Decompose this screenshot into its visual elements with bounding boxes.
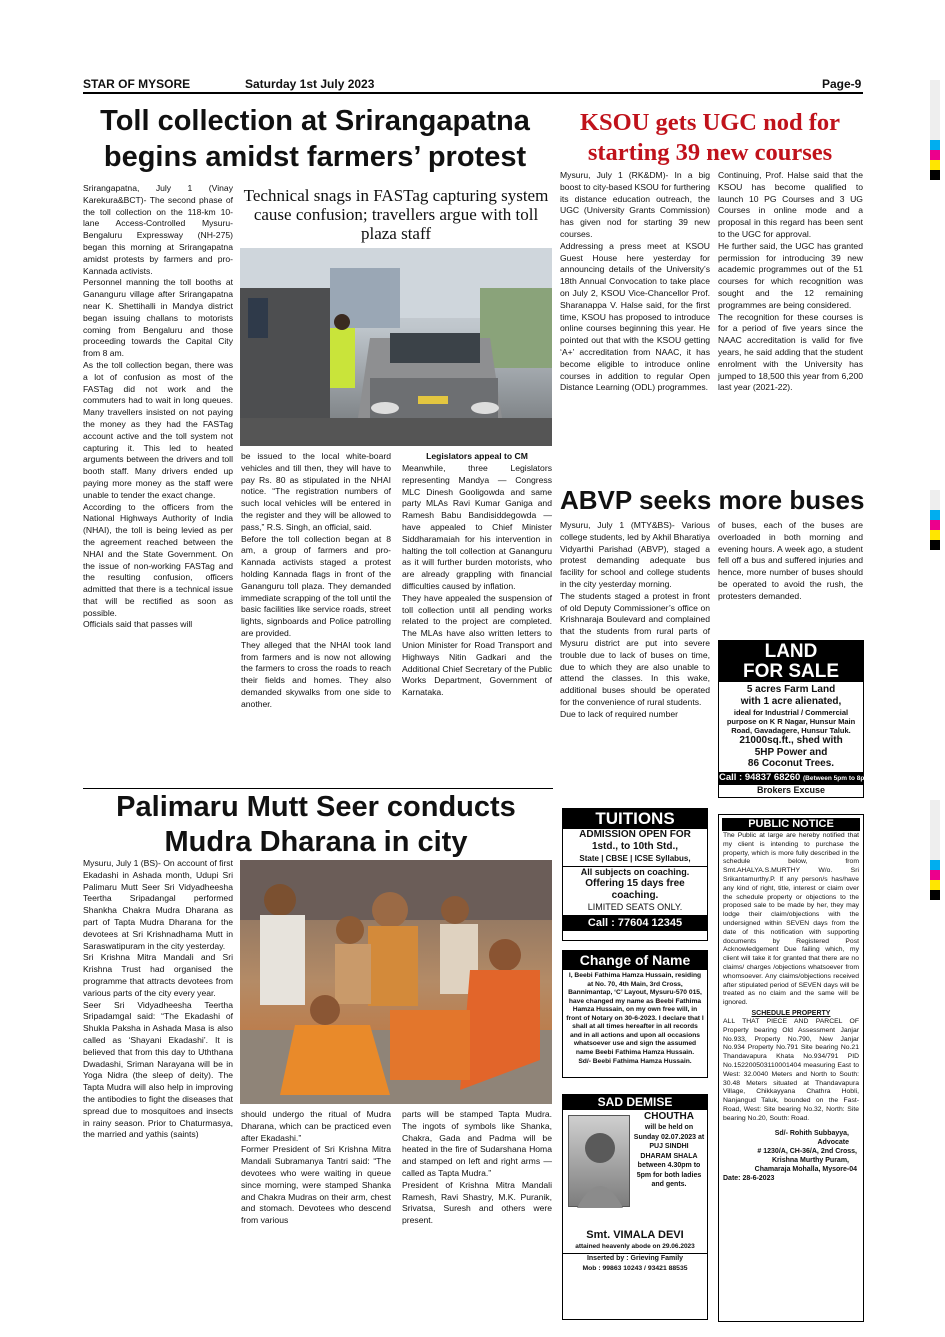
abvp-col1: Mysuru, July 1 (MTY&BS)- Various college students, led by Akhil Bharatiya Vidyarthi Parishad (ABVP), staged a protest demanding adequate bus facility for school and college students in the city yesterday morning. The students staged a protest in front of old Deputy Commissioner’s office on Krishnaraja Boulevard and complained that the students from rural parts of Mysuru district are put into severe trouble due to lack of buses on time, due to which they are also unable to attend the classes. In this wake, additional buses should be operated for the convenience of rural students. Due to lack of required number (560, 520, 710, 719)
land-for-sale-ad (718, 640, 873, 798)
seer-col1: Mysuru, July 1 (BS)- On account of first Ekadashi in Ashada month, Udupi Sri Palimaru Mutt Seer Sri Vidyadheesha Teertha Sripadangal performed Shankha Chakra Mudra Dharana as part of Tapta Mudra Dharana for the devotees at Sri Krishnadhama Mutt in Saraswatipuram in the city yesterday. Sri Krishna Mitra Mandali and Sri Krishna Trust had organised the programme that attracts devotees from various parts of the city every year. Seer Sri Vidyadheesha Teertha Sripadamgal said: “The Ekadashi of Shukla Paksha in Ashada Masa is also called as ‘Shayani Ekadashi’. It is believed that from this day to Uththana Dwadashi, Sriman Narayana will be in Yoga Nidra (the sleep of deity). The Tapta Mudra will also help in improving the antibodies to fight the diseases that spread due to mosquitoes and insects in rainy season. Prior to Chaturmasya, the married and yathis (saints) (83, 858, 233, 1140)
issue-date: Saturday 1st July 2023 (245, 77, 375, 91)
toll-col3-head: Legislators appeal to CM (426, 451, 528, 461)
deceased-name: Smt. VIMALA DEVI (586, 1229, 684, 1241)
toll-col1: Srirangapatna, July 1 (Vinay Karekura&BCT)- The second phase of the toll collection on the 118-km 10-lane Access-Controlled Mysuru-Bengaluru Expressway (NH-275) began this morning at Srirangapatna amidst protests by farmers and pro-Kannada activists. Personnel manning the toll booths at Gananguru village after Srirangapatna near K. Shettihalli in Mandya district began issuing challans to motorists coming from Bengaluru and those proceeding towards the Capital City from 8 am. As the toll collection began, there was a lot of confusion as most of the FASTag did not work and the commuters had to wait in long queues. Many travellers insisted on not paying the money as they had the FASTag account active and the toll system not capturing it. This led to heated arguments between the drivers and toll booth staff. Many drivers ended up paying more money as the staff were unable to tender the exact change. According to the officers from the National Highways Authority of India (NHAI), the toll is being levied as per the agreement reached between the NHAI and the State Government. On the issue of non-working FASTag and the resulting confusion, officers admitted that there is a technical issue that will be rectified as soon as possible. Officials said that passes will (83, 183, 233, 630)
color-bar-top (930, 80, 940, 180)
land-line1: 5 acres Farm Land (746, 684, 836, 695)
deceased-photo (568, 1115, 630, 1207)
inserted-by: Inserted by : Grieving Family (563, 1253, 707, 1264)
toll-headline: Toll collection at Srirangapatna begins amidst farmers’ protest (100, 105, 530, 174)
choutha-label: CHOUTHA (644, 1111, 694, 1122)
land-title-2: FOR SALE (719, 662, 863, 682)
choutha-details: will be held on Sunday 02.07.2023 at PUJ SINDHI DHARAM SHALA between 4.30pm to 5pm for both ladies and gents. (633, 1124, 705, 1188)
paper-name: STAR OF MYSORE (83, 77, 191, 91)
notice-body: The Public at large are hereby notified that my client is intending to purchase the property, which is more fully described in the schedule below, from Smt.AHALYA.S.MURTHY W/o. Sri Srikantamurthy.P. If any person/s has/have any kind of right, title, interest or claim over the schedule property or objections to the proposed sale to be made by her, they may lodge their claim/objections with the undersigned within SEVEN days from the date of this notification with supporting documents by Registered Post Acknowledgement Due failing which, my client will take it for granted that there are no claims/ charges /objections whatsoever from whomsoever. Any claims/objections received after stipulated period of SEVEN days will be treated as no claim and the same will be ignored. (723, 832, 859, 1007)
land-line4: 21000sq.ft., shed with (739, 735, 843, 746)
land-title: LAND (719, 641, 863, 662)
notice-addr2: Krishna Murthy Puram, (771, 1156, 849, 1164)
seer-col2: should undergo the ritual of Mudra Dharana, which can be practiced even after Ekadashi.” Former President of Sri Krishna Mitra Mandali Subramanya Tantri said: “The devotees who were waiting in queue since morning, were stamped Shanka and Chakra Mudras on their arm, chest and stomach. Devotees who descend from various (241, 1109, 391, 1226)
land-call-note: (Between 5pm to 8pm) (802, 774, 873, 782)
land-line2: with 1 acre alienated, (740, 696, 842, 707)
tuitions-l5: Offering 15 days free (585, 878, 685, 889)
tuitions-l1: ADMISSION OPEN FOR (579, 829, 691, 840)
notice-addr3: Chamaraja Mohalla, Mysore-04 (754, 1165, 857, 1173)
color-bar-low (930, 800, 940, 900)
land-brokers: Brokers Excuse (756, 784, 826, 795)
mudra-dharana-photo (240, 860, 552, 1104)
notice-addr1: # 1230/A, CH-36/A, 2nd Cross, (757, 1147, 857, 1155)
notice-date: Date: 28-6-2023 (723, 1174, 775, 1182)
change-of-name-ad (562, 950, 708, 1078)
seer-rule (83, 788, 553, 789)
public-notice-ad (718, 814, 864, 1322)
sad-demise-title: SAD DEMISE (563, 1095, 707, 1110)
change-name-title: Change of Name (563, 951, 707, 970)
toll-col2: be issued to the local white-board vehicles and till then, they will have to pay Rs. 80 as stipulated in the NHAI notice. “The registration numbers of such local vehicles will be entered in the register and they will be allowed to pass,” R.S. Singh, an official, said. Before the toll collection began at 8 am, a group of farmers and pro-Kannada activists staged a protest holding Kannada flags in front of the Gananguru toll plaza. They demanded immediate scrapping of the toll until the basic facilities like service roads, street lights, signboards and Police patrolling are provided. They alleged that the NHAI took land from farmers and is now not allowing the farmers to cross the roads to reach their fields and homes. They also demanded skywalks from one side to another. (241, 451, 391, 709)
toll-col3: Meanwhile, three Legislators representing Mandya — Congress MLC Dinesh Gooligowda and same party MLAs Ravi Kumar Ganiga and Ramesh Babu Bandisiddegowda — have appealed to Chief Minister Siddharamaiah for his intervention in halting the toll collection at Gananguru as it will further burden motorists, who are already grappling with financial difficulties caused by inflation. They have appealed the suspension of toll collection until all pending works related to the project are completed. The MLAs have also written letters to Union Minister for Road Transport and Highways Nitin Gadkari and the Additional Chief Secretary of the Public Works Department, Government of Karnataka. (402, 463, 552, 698)
tuitions-ad (562, 808, 708, 941)
change-name-sign: Sd/- Beebi Fathima Hamza Hussain. (578, 1058, 692, 1065)
tuitions-l3: State | CBSE | ICSE Syllabus, (579, 854, 691, 863)
land-line6: 86 Coconut Trees. (747, 758, 835, 769)
abvp-headline: ABVP seeks more buses (560, 485, 865, 515)
toll-subhead: Technical snags in FASTag capturing system cause confusion; travellers argue with toll plaza staff (243, 186, 549, 243)
land-call (719, 771, 873, 785)
tuitions-call: Call : 77604 12345 (563, 915, 707, 931)
tuitions-l2: 1std., to 10th Std., (591, 841, 679, 852)
change-name-body: I, Beebi Fathima Hamza Hussain, residing at No. 70, 4th Main, 3rd Cross, Bannimantap, ‘C’ Layout, Mysuru-570 015, have changed my name as Beebi Fathima Hamza Hussain, on my own free will, in front of Notary on 30-6-2023. I declare that I shall at all times hereafter in all records and in all actions and upon all occasions whatsoever use and sign the assumed name Beebi Fathima Hamza Hussain. (566, 972, 704, 1056)
tuitions-title: TUITIONS (563, 809, 707, 829)
tuitions-l7: LIMITED SEATS ONLY. (587, 902, 683, 912)
schedule-title: SCHEDULE PROPERTY (751, 1009, 831, 1017)
deceased-date: attained heavenly abode on 29.06.2023 (575, 1243, 695, 1250)
notice-title: PUBLIC NOTICE (722, 818, 860, 831)
tuitions-l6: coaching. (611, 890, 659, 901)
land-line3: ideal for Industrial / Commercial purpose on K R Nagar, Hunsur Main Road, Gavadagere, Hunsur Taluk. (726, 708, 856, 735)
masthead-rule (83, 92, 863, 94)
ksou-col2: Continuing, Prof. Halse said that the KSOU has become qualified to launch 10 PG Courses and 3 UG Courses in online mode and a proposal in this regard has been sent to the UGC for approval. He further said, the UGC has granted permission for introducing 39 new academic programmes out of the 51 courses for which recognition was sought and the 12 remaining programmes are being considered. The recognition for these courses is for a period of five years since the NAAC accreditation is valid for five years, he said adding that the student enrolment with the University has jumped to 18,500 this year from 6,200 last year (2021-22). (718, 170, 863, 393)
land-line5: 5HP Power and (754, 746, 828, 758)
schedule-body: ALL THAT PIECE AND PARCEL OF Property bearing Old Assessment Janjar No.933, Property No.790, New Janjar No.934 Property No.791 Site bearing No.21 Thandavapura Khata No.934/791 PID No.152200503110001404 measuring East to West: 32.0040 Meters and North to South: 30.48 Meters situated at Thandavapura Village, Chikkayyana Chathra Hobli, Nanjangud Taluk, bounded on the Fast-Road, West: Site bearing No.32, North: Site bearing No.20, South: Road. (723, 1017, 859, 1122)
sad-demise-ad (562, 1094, 708, 1320)
color-bar-mid (930, 490, 940, 550)
toll-plaza-photo (240, 248, 552, 446)
land-call-number: Call : 94837 68260 (719, 771, 801, 783)
ksou-headline: KSOU gets UGC nod for starting 39 new courses (580, 109, 840, 166)
abvp-col2: of buses, each of the buses are overloaded in both morning and evening hours. A week ago, a student fell off a bus and suffered injuries and hence, more number of buses should be operated to avoid the rush, the protesters demanded. (718, 520, 863, 601)
sad-demise-mob: Mob : 99863 10243 / 93421 88535 (582, 1265, 688, 1272)
tuitions-l4: All subjects on coaching. (563, 866, 707, 878)
ksou-col1: Mysuru, July 1 (RK&DM)- In a big boost to city-based KSOU for furthering its distance education outreach, the UGC (University Grants Commission) has given nod for starting 39 new courses. Addressing a press meet at KSOU Guest House here yesterday for announcing details of the University’s 18th Annual Convocation to take place on July 2, KSOU Vice-Chancellor Prof. Sharanappa V. Halse said, for the first time, KSOU has proposed to introduce online courses beginning this year. He pointed out that with the KSOU getting ‘A+’ accreditation from NAAC, it has become eligible to introduce online courses in addition to regular Open Distance Learning (ODL) programmes. (560, 170, 710, 393)
page-number: Page-9 (822, 77, 862, 91)
notice-sign: Sd/- Rohith Subbayya, (774, 1129, 849, 1137)
notice-role: Advocate (817, 1138, 849, 1146)
seer-headline: Palimaru Mutt Seer conducts Mudra Dharana in city (116, 791, 516, 858)
seer-col3: parts will be stamped Tapta Mudra. The ingots of symbols like Shanka, Chakra, Gada and Padma will be heated in the fire of Sudarshana Homa and stamped on left and right arms — called as Tapta Mudra.” President of Krishna Mitra Mandali Ramesh, Ravi Shastry, M.K. Puranik, Srivatsa, Suresh and others were present. (402, 1109, 552, 1226)
